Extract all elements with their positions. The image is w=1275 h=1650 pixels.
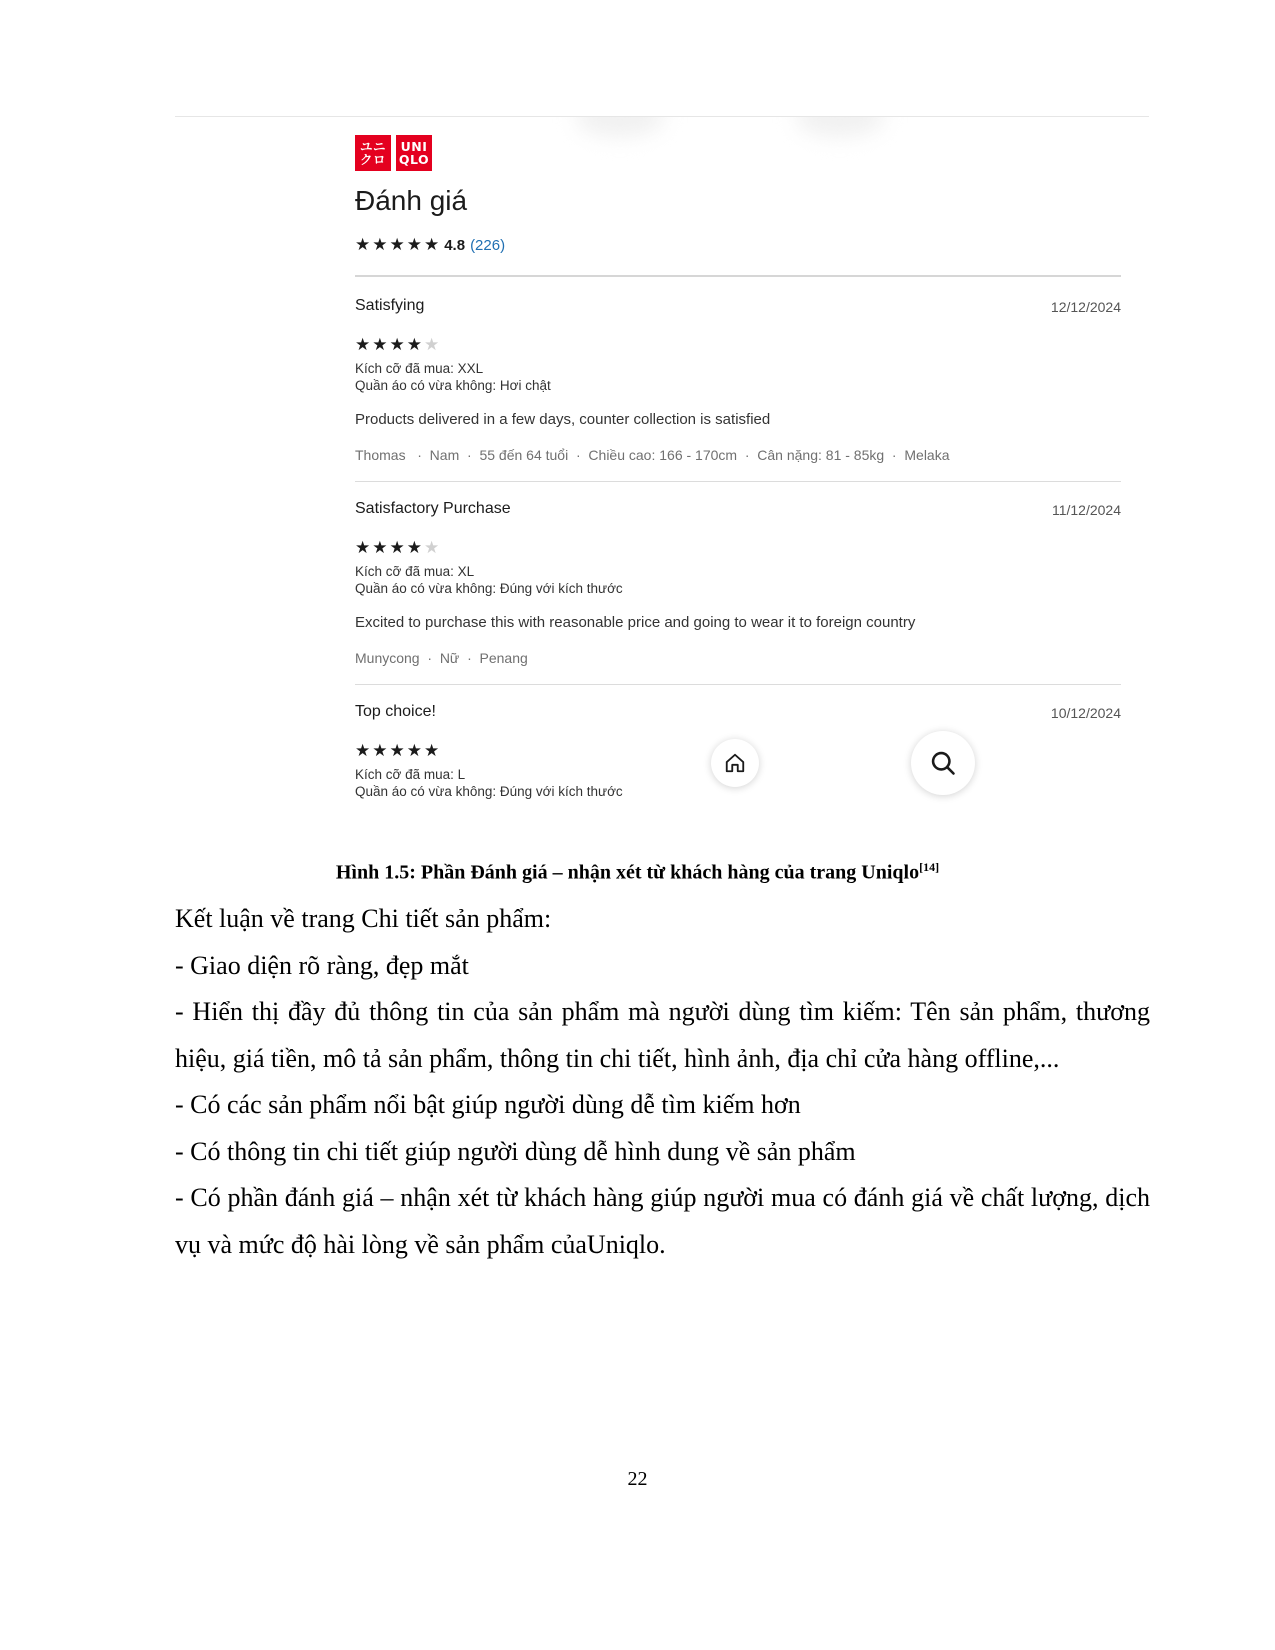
review-fit: Quần áo có vừa không: Hơi chật <box>355 378 551 393</box>
review-body: Excited to purchase this with reasonable price and going to wear it to foreign country <box>355 614 916 631</box>
home-button[interactable] <box>711 739 759 787</box>
review-size: Kích cỡ đã mua: XL <box>355 564 475 579</box>
review-stars: ★★★★★ <box>355 335 442 354</box>
review-date: 12/12/2024 <box>1050 299 1121 315</box>
body-paragraph: Kết luận về trang Chi tiết sản phẩm: <box>175 904 552 933</box>
review-fit: Quần áo có vừa không: Đúng với kích thước <box>355 581 623 596</box>
blurred-background <box>795 116 885 137</box>
review-date: 10/12/2024 <box>1050 705 1121 721</box>
search-icon <box>929 749 957 777</box>
review-size: Kích cỡ đã mua: L <box>355 767 466 782</box>
uniqlo-logo[interactable] <box>355 135 432 171</box>
review-reviewer-meta: Thomas · Nam · 55 đến 64 tuổi · Chiều cao: 166 - 170cm · Cân nặng: 81 - 85kg · Melaka <box>355 447 950 463</box>
body-paragraph: - Có phần đánh giá – nhận xét từ khách hàng giúp người mua có đánh giá về chất lượng, dịch vụ và mức độ hài lòng về sản phẩm củaUniqlo. <box>175 1183 1150 1259</box>
reviews-heading: Đánh giá <box>355 185 468 216</box>
figure-caption: Hình 1.5: Phần Đánh giá – nhận xét từ khách hàng của trang Uniqlo[14] <box>335 860 940 884</box>
review-item <box>355 500 1121 686</box>
rating-stars: ★★★★★ <box>355 235 442 254</box>
review-size: Kích cỡ đã mua: XXL <box>355 361 484 376</box>
divider <box>355 684 1121 685</box>
body-paragraph: - Giao diện rõ ràng, đẹp mắt <box>175 950 469 980</box>
review-stars: ★★★★★ <box>355 538 442 557</box>
home-icon <box>724 752 746 774</box>
search-button[interactable] <box>911 731 975 795</box>
body-paragraph: - Có các sản phẩm nổi bật giúp người dùng dễ tìm kiếm hơn <box>175 1090 801 1119</box>
review-title: Satisfying <box>355 297 425 314</box>
review-title: Satisfactory Purchase <box>355 500 511 517</box>
document-body <box>175 896 1150 1268</box>
caption-reference: [14] <box>919 860 940 874</box>
review-title: Top choice! <box>355 703 436 720</box>
logo-katakana: ユニ クロ <box>355 135 391 171</box>
review-count-link[interactable]: (226) <box>470 236 506 254</box>
review-stars: ★★★★★ <box>355 741 442 760</box>
body-paragraph: - Hiển thị đầy đủ thông tin của sản phẩm mà người dùng tìm kiếm: Tên sản phẩm, thương hiệu, giá tiền, mô tả sản phẩm, thông tin chi tiết, hình ảnh, địa chỉ cửa hàng offline,... <box>175 997 1150 1073</box>
body-paragraph: - Có thông tin chi tiết giúp người dùng dễ hình dung về sản phẩm <box>175 1136 856 1166</box>
average-rating: 4.8 <box>444 236 466 254</box>
review-item <box>355 297 1121 483</box>
divider <box>355 275 1121 277</box>
blurred-background <box>575 116 665 137</box>
review-reviewer-meta: Munycong · Nữ · Penang <box>355 650 528 666</box>
review-date: 11/12/2024 <box>1051 502 1121 518</box>
review-fit: Quần áo có vừa không: Đúng với kích thước <box>355 784 623 799</box>
uniqlo-review-screenshot <box>175 116 1149 837</box>
review-body: Products delivered in a few days, counter collection is satisfied <box>355 411 771 428</box>
rating-summary <box>355 235 505 255</box>
logo-latin: UNI QLO <box>396 135 432 171</box>
divider <box>355 481 1121 482</box>
page-number: 22 <box>627 1468 648 1490</box>
